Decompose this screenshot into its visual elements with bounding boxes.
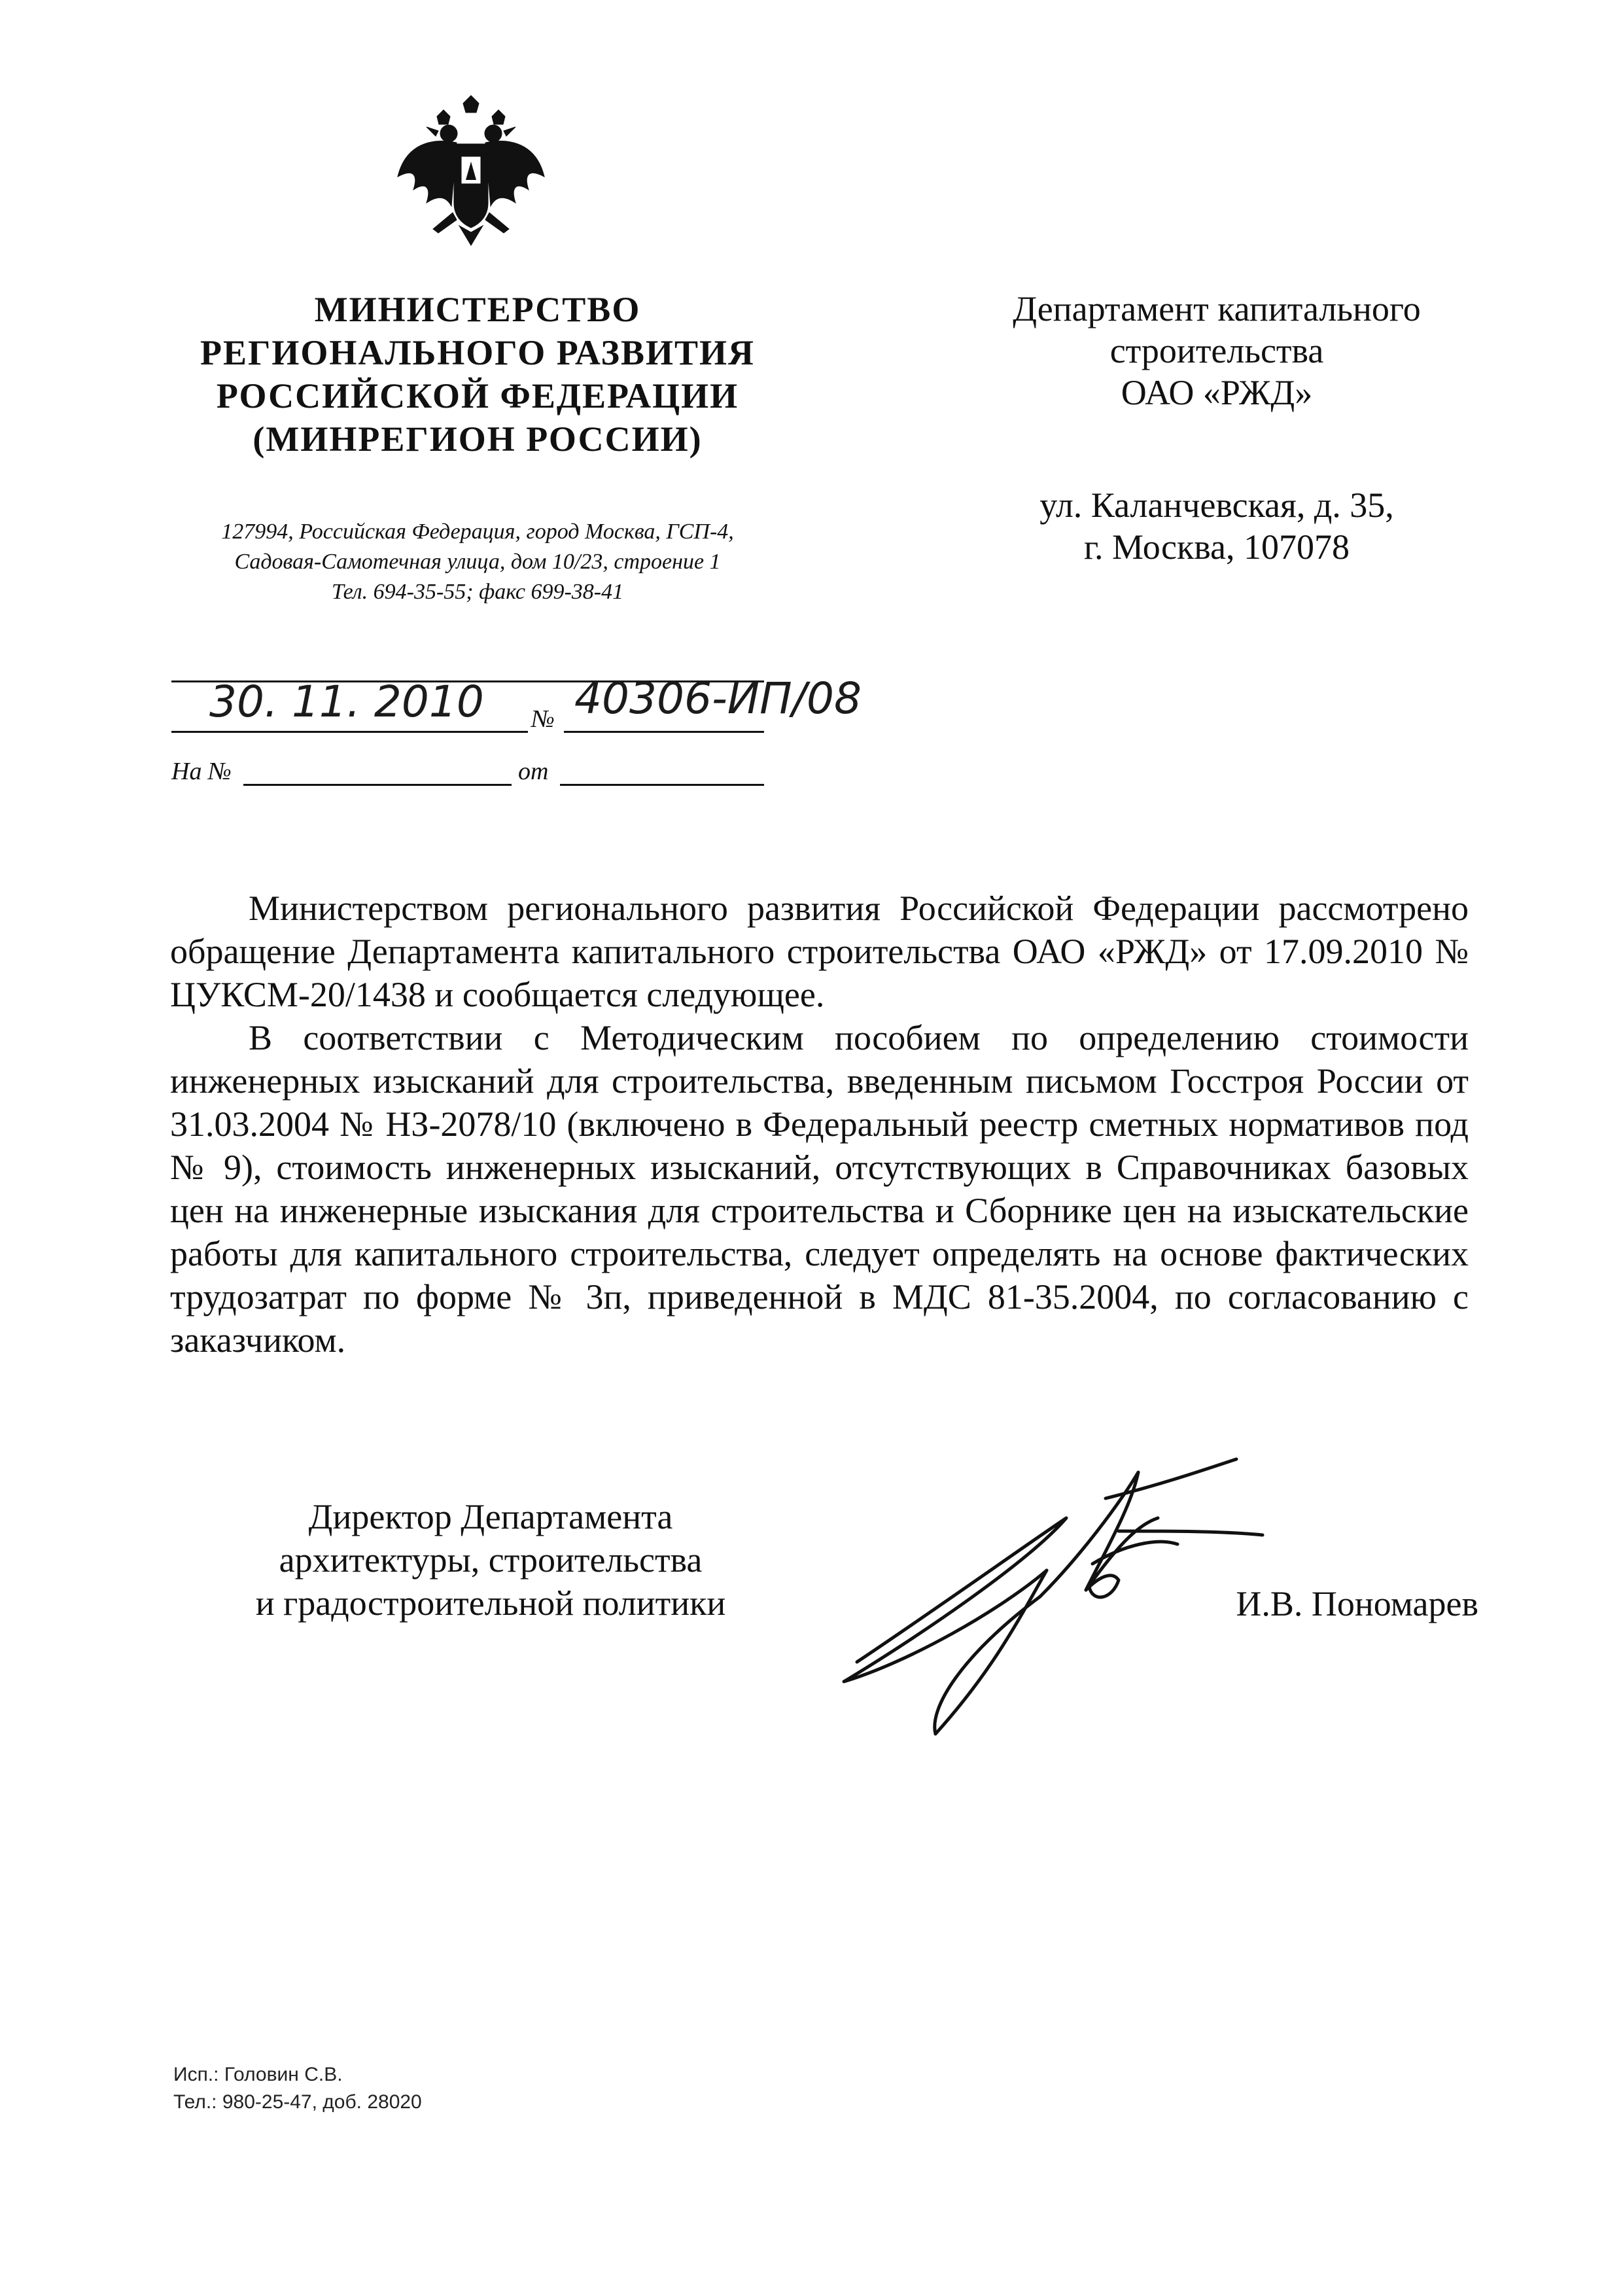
reply-date-field <box>560 784 764 786</box>
ministry-name-line: (МИНРЕГИОН РОССИИ) <box>253 419 703 459</box>
address-line: Тел. 694-35-55; факс 699-38-41 <box>331 580 624 604</box>
date-underline <box>171 731 528 733</box>
signer-position-line: Директор Департамента <box>308 1497 673 1536</box>
ministry-name-line: МИНИСТЕРСТВО <box>314 290 641 329</box>
reply-date-label: от <box>518 758 549 785</box>
reply-number-label: На № <box>171 758 232 785</box>
ministry-name-line: РОССИЙСКОЙ ФЕДЕРАЦИИ <box>216 376 739 415</box>
recipient-name-line: строительства <box>1109 331 1324 370</box>
body-paragraph: В соответствии с Методическим пособием по определению стоимости инженерных изысканий для строительства, введенным письмом Госстроя России от 31.03.2004 № НЗ-2078/10 (включено в Федеральный реестр сметных нормативов под № 9), стоимость инженерных изысканий, отсутствующих в Справочниках базовых цен на инженерные изыскания для строительства и Сборнике цен на изыскательские работы для капитального строительства, следует определять на основе фактических трудозатрат по форме № 3п, приведенной в МДС 81-35.2004, по согласованию с заказчиком. <box>170 1018 1469 1360</box>
recipient-name-line: Департамент капитального <box>1013 289 1421 328</box>
executor-phone: Тел.: 980-25-47, доб. 28020 <box>173 2091 422 2113</box>
signer-name: И.В. Пономарев <box>1236 1584 1478 1623</box>
body-paragraph: Министерством регионального развития Российской Федерации рассмотрено обращение Департамента капитального строительства ОАО «РЖД» от 17.09.2010 № ЦУКСМ-20/1438 и сообщается следующее. <box>170 889 1469 1014</box>
number-label: № <box>531 705 555 733</box>
address-line: 127994, Российская Федерация, город Москва, ГСП-4, <box>221 520 734 544</box>
recipient-address-line: ул. Каланчевская, д. 35, <box>1039 486 1394 525</box>
ministry-name <box>137 288 818 461</box>
coat-of-arms-icon <box>386 92 556 262</box>
address-line: Садовая-Самотечная улица, дом 10/23, строение 1 <box>234 550 721 574</box>
recipient-name <box>916 288 1518 414</box>
signer-position-line: и градостроительной политики <box>255 1583 726 1623</box>
registration-date: 30. 11. 2010 <box>209 677 484 727</box>
executor-info <box>173 2061 422 2116</box>
ministry-name-line: РЕГИОНАЛЬНОГО РАЗВИТИЯ <box>200 333 756 372</box>
letter-body <box>170 887 1469 1362</box>
signer-position <box>216 1495 765 1625</box>
recipient-address-line: г. Москва, 107078 <box>1083 527 1350 567</box>
ministry-address <box>137 517 818 607</box>
number-underline <box>564 731 764 733</box>
recipient-address <box>916 484 1518 568</box>
executor-name: Исп.: Головин С.В. <box>173 2064 343 2085</box>
signer-position-line: архитектуры, строительства <box>279 1540 703 1580</box>
recipient-name-line: ОАО «РЖД» <box>1121 373 1313 412</box>
registration-number: 40306-ИП/08 <box>574 673 862 724</box>
reply-number-field <box>243 784 512 786</box>
